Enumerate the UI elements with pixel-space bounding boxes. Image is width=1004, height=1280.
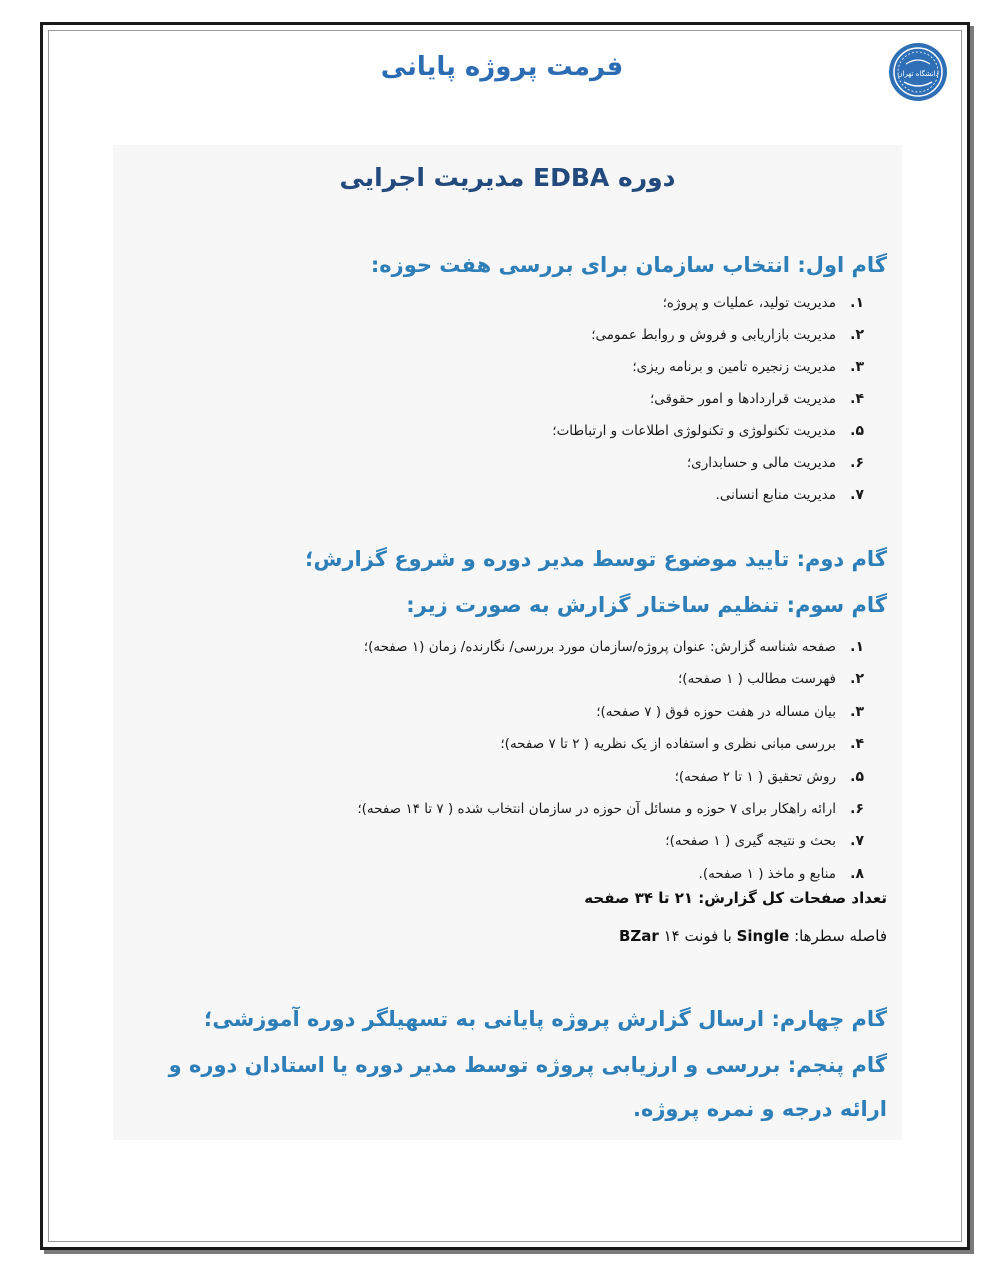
list-item-number: ۵. <box>850 423 864 439</box>
total-pages-text: تعداد صفحات کل گزارش: ۲۱ تا ۳۴ صفحه <box>584 889 887 907</box>
step2-text: تایید موضوع توسط مدیر دوره و شروع گزارش؛ <box>305 547 790 571</box>
list-item-number: ۴. <box>850 391 864 407</box>
step3-list <box>357 631 864 890</box>
step1-text: انتخاب سازمان برای بررسی هفت حوزه: <box>370 253 791 277</box>
step5-label: گام پنجم: <box>787 1053 887 1077</box>
list-item-number: ۱. <box>850 639 864 655</box>
step3-text: تنظیم ساختار گزارش به صورت زیر: <box>406 593 780 617</box>
list-item-text: روش تحقیق ( ۱ تا ۲ صفحه)؛ <box>674 768 836 785</box>
step2-heading <box>305 547 887 571</box>
step3-heading <box>406 593 887 617</box>
list-item <box>357 696 864 728</box>
step4-label: گام چهارم: <box>771 1007 887 1031</box>
step5-text: بررسی و ارزیابی پروژه توسط مدیر دوره یا استادان دوره و ارائه درجه و نمره پروژه. <box>168 1053 887 1121</box>
list-item-number: ۲. <box>850 671 864 688</box>
list-item-text: مدیریت بازاریابی و فروش و روابط عمومی؛ <box>591 327 836 343</box>
list-item <box>552 319 864 351</box>
list-item-text: بررسی مبانی نظری و استفاده از یک نظریه ( ۲ تا ۷ صفحه)؛ <box>500 736 836 753</box>
list-item-number: ۱. <box>850 295 864 311</box>
list-item-text: مدیریت زنجیره تامین و برنامه ریزی؛ <box>632 359 836 375</box>
list-item <box>552 479 864 511</box>
font-name: BZar <box>618 927 659 945</box>
list-item-text: بیان مساله در هفت حوزه فوق ( ۷ صفحه)؛ <box>596 703 836 720</box>
list-item-text: مدیریت منابع انسانی. <box>715 487 836 503</box>
list-item-number: ۷. <box>850 833 864 850</box>
list-item <box>357 825 864 857</box>
list-item-number: ۶. <box>850 800 864 817</box>
course-subtitle: دوره EDBA مدیریت اجرایی <box>339 163 676 192</box>
list-item-number: ۲. <box>850 327 864 343</box>
step1-label: گام اول: <box>797 253 887 277</box>
list-item <box>357 793 864 825</box>
list-item-text: مدیریت تولید، عملیات و پروژه؛ <box>662 295 836 311</box>
page-title: فرمت پروژه پایانی <box>380 52 624 82</box>
list-item-number: ۸. <box>850 865 864 882</box>
list-item-text: صفحه شناسه گزارش: عنوان پروژه/سازمان مورد بررسی/ نگارنده/ زمان (۱ صفحه)؛ <box>363 639 836 655</box>
list-item <box>552 415 864 447</box>
list-item <box>357 728 864 760</box>
step4-heading <box>204 1007 887 1031</box>
list-item <box>552 287 864 319</box>
list-item-number: ۷. <box>850 487 864 503</box>
list-item-number: ۴. <box>850 736 864 753</box>
list-item-text: مدیریت تکنولوژی و تکنولوژی اطلاعات و ارتباطات؛ <box>552 423 836 439</box>
list-item <box>552 351 864 383</box>
format-line <box>619 927 887 945</box>
list-item-number: ۳. <box>850 703 864 720</box>
list-item-text: بحث و نتیجه گیری ( ۱ صفحه)؛ <box>665 833 836 850</box>
step1-heading <box>371 253 887 277</box>
step2-label: گام دوم: <box>796 547 887 571</box>
step5-heading <box>123 1043 887 1131</box>
content-panel <box>113 145 902 1140</box>
list-item-number: ۶. <box>850 455 864 471</box>
list-item-text: مدیریت قراردادها و امور حقوقی؛ <box>649 391 836 407</box>
list-item-number: ۵. <box>850 768 864 785</box>
list-item <box>357 631 864 663</box>
spacing-prefix: فاصله سطرها: <box>794 927 887 945</box>
list-item <box>357 663 864 695</box>
list-item-number: ۳. <box>850 359 864 375</box>
spacing-value: Single <box>736 927 790 945</box>
list-item-text: فهرست مطالب ( ۱ صفحه)؛ <box>678 671 836 688</box>
list-item <box>552 383 864 415</box>
list-item <box>357 858 864 890</box>
logo-text: دانشگاه تهران <box>897 70 939 78</box>
university-logo-icon <box>888 42 948 102</box>
step3-label: گام سوم: <box>786 593 887 617</box>
list-item-text: منابع و ماخذ ( ۱ صفحه). <box>698 865 836 882</box>
list-item-text: ارائه راهکار برای ۷ حوزه و مسائل آن حوزه در سازمان انتخاب شده ( ۷ تا ۱۴ صفحه)؛ <box>357 800 836 817</box>
list-item <box>552 447 864 479</box>
list-item-text: مدیریت مالی و حسابداری؛ <box>686 455 836 471</box>
font-prefix: با فونت ۱۴ <box>663 927 732 945</box>
list-item <box>357 761 864 793</box>
step4-text: ارسال گزارش پروژه پایانی به تسهیلگر دوره آموزشی؛ <box>203 1007 765 1031</box>
step1-list <box>552 287 864 511</box>
